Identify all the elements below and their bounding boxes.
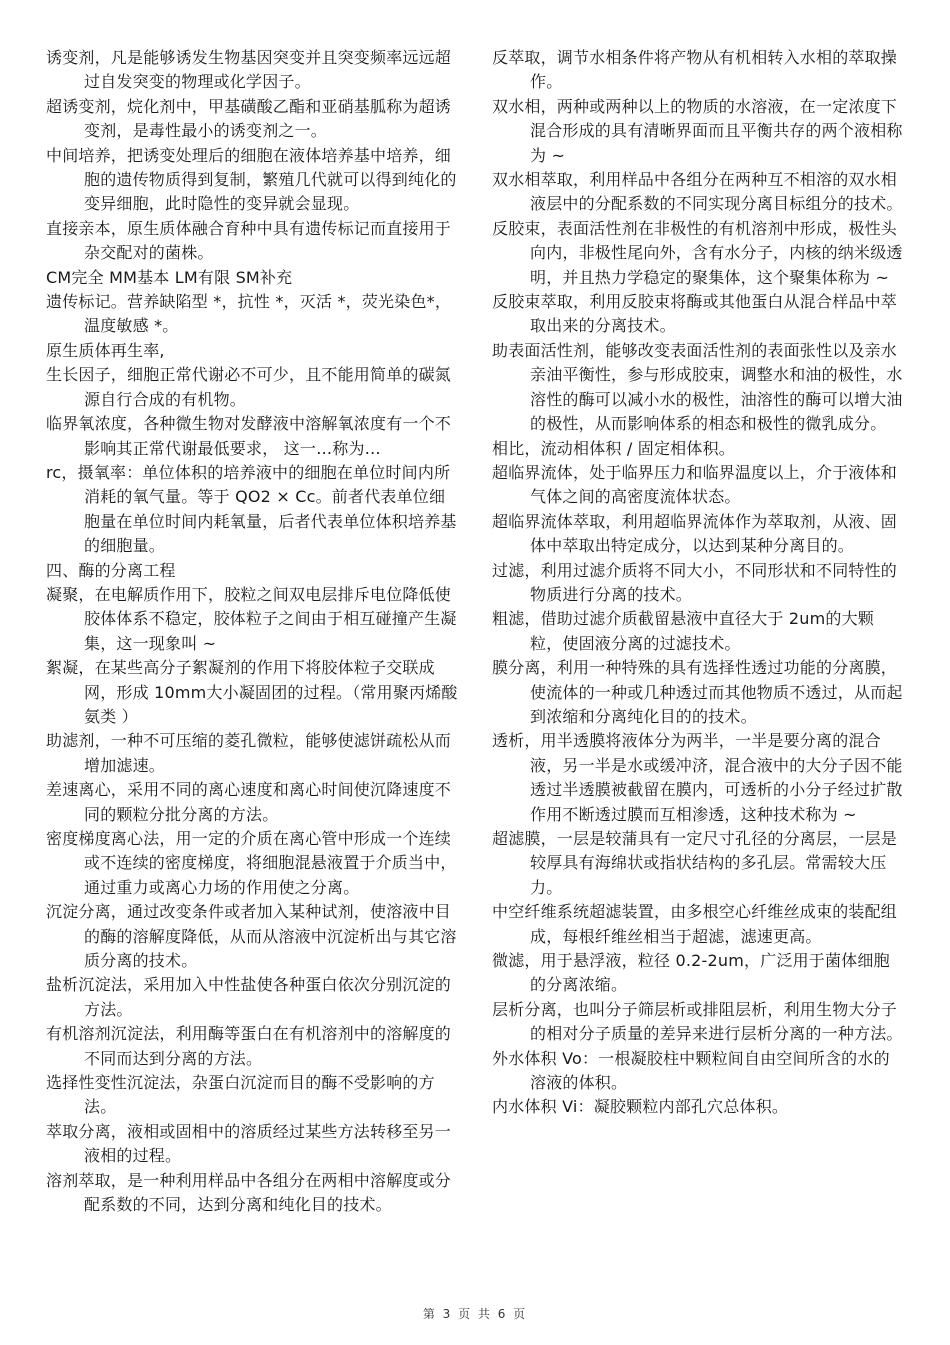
- term-entry: 盐析沉淀法，采用加入中性盐使各种蛋白依次分别沉淀的方法。: [46, 975, 452, 1019]
- term-entry: 遗传标记。营养缺陷型 *，抗性 *，灭活 *，荧光染色*，温度敏感 *。: [46, 292, 452, 336]
- term-entry: 溶剂萃取，是一种利用样品中各组分在两相中溶解度或分配系数的不同，达到分离和纯化目的技术。: [46, 1170, 452, 1215]
- term-entry: 临界氧浓度，各种微生物对发酵液中溶解氧浓度有一个不影响其正常代谢最低要求， 这一…称为…: [46, 414, 452, 458]
- term-entry: 中间培养，把诱变处理后的细胞在液体培养基中培养，细胞的遗传物质得到复制，繁殖几代就可以得到纯化的变异细胞，此时隐性的变异就会显现。: [46, 145, 457, 214]
- term-entry: 选择性变性沉淀法，杂蛋白沉淀而目的酶不受影响的方法。: [46, 1073, 435, 1117]
- term-entry: 双水相，两种或两种以上的物质的水溶液，在一定浓度下混合形成的具有清晰界面而且平衡共存的两个液相称为 ~: [492, 96, 903, 165]
- term-entry: 超临界流体萃取，利用超临界流体作为萃取剂，从液、固体中萃取出特定成分，以达到某种分离目的。: [492, 511, 898, 556]
- term-entry: 絮凝，在某些高分子絮凝剂的作用下将胶体粒子交联成网，形成 10mm大小凝固团的过程。（常用聚丙烯酸氨类 ）: [46, 658, 458, 726]
- term-entry: 直接亲本，原生质体融合育种中具有遗传标记而直接用于杂交配对的菌株。: [46, 218, 452, 263]
- term-entry: 超临界流体，处于临界压力和临界温度以上，介于液体和气体之间的高密度流体状态。: [492, 462, 898, 507]
- term-entry: 生长因子，细胞正常代谢必不可少，且不能用简单的碳氮源自行合成的有机物。: [46, 365, 452, 409]
- term-entry: 助表面活性剂，能够改变表面活性剂的表面张性以及亲水亲油平衡性，参与形成胶束，调整水和油的极性，水溶性的酶可以减小水的极性，油溶性的酶可以增大油的极性，从而影响体系的相态和极性的微乳成分。: [492, 340, 903, 434]
- term-entry: 原生质体再生率,: [46, 340, 165, 360]
- term-entry: 中空纤维系统超滤装置，由多根空心纤维丝成束的装配组成，每根纤维丝相当于超滤，滤速更高。: [492, 902, 898, 946]
- term-entry: 微滤，用于悬浮液，粒径 0.2-2um，广泛用于菌体细胞的分离浓缩。: [492, 951, 890, 995]
- term-entry: 粗滤，借助过滤介质截留悬液中直径大于 2um的大颗粒，使固液分离的过滤技术。: [492, 609, 874, 653]
- right-column: [492, 46, 904, 1120]
- term-entry: 双水相萃取，利用样品中各组分在两种互不相溶的双水相液层中的分配系数的不同实现分离目标组分的技术。: [492, 170, 903, 214]
- term-entry: 膜分离，利用一种特殊的具有选择性透过功能的分离膜，使流体的一种或几种透过而其他物质不透过，从而起到浓缩和分离纯化目的的技术。: [492, 658, 903, 726]
- term-entry: 有机溶剂沉淀法，利用酶等蛋白在有机溶剂中的溶解度的不同而达到分离的方法。: [46, 1024, 452, 1068]
- term-entry: 过滤，利用过滤介质将不同大小，不同形状和不同特性的物质进行分离的技术。: [492, 560, 898, 604]
- term-entry: 凝聚，在电解质作用下，胶粒之间双电层排斥电位降低使胶体体系不稳定，胶体粒子之间由于相互碰撞产生凝集，这一现象叫 ~: [46, 584, 457, 653]
- term-entry: 超滤膜，一层是较蒲具有一定尺寸孔径的分离层，一层是较厚具有海绵状或指状结构的多孔层。常需较大压力。: [492, 829, 898, 897]
- term-entry: 诱变剂，凡是能够诱发生物基因突变并且突变频率远远超过自发突变的物理或化学因子。: [46, 48, 452, 92]
- term-entry: 超诱变剂，烷化剂中，甲基磺酸乙酯和亚硝基胍称为超诱变剂，是毒性最小的诱变剂之一。: [46, 96, 452, 141]
- term-entry: 外水体积 Vo：一根凝胶柱中颗粒间自由空间所含的水的溶液的体积。: [492, 1048, 890, 1093]
- term-entry: 内水体积 Vi：凝胶颗粒内部孔穴总体积。: [492, 1097, 789, 1117]
- term-entry: 助滤剂，一种不可压缩的菱孔微粒，能够使滤饼疏松从而增加滤速。: [46, 731, 452, 775]
- term-entry: 密度梯度离心法，用一定的介质在离心管中形成一个连续或不连续的密度梯度，将细胞混悬液置于介质当中，通过重力或离心力场的作用使之分离。: [46, 829, 457, 897]
- section-heading: 四、酶的分离工程: [46, 560, 176, 580]
- term-entry: 层析分离，也叫分子筛层析或排阻层析，利用生物大分子的相对分子质量的差异来进行层析分离的一种方法。: [492, 999, 903, 1044]
- term-entry: 反胶束，表面活性剂在非极性的有机溶剂中形成，极性头向内，非极性尾向外，含有水分子，内核的纳米级透明，并且热力学稳定的聚集体，这个聚集体称为 ~: [492, 218, 903, 287]
- page-footer: 第 3 页 共 6 页: [422, 1307, 528, 1321]
- term-entry: 差速离心，采用不同的离心速度和离心时间使沉降速度不同的颗粒分批分离的方法。: [46, 780, 452, 824]
- term-entry: 反萃取，调节水相条件将产物从有机相转入水相的萃取操作。: [492, 48, 898, 92]
- term-entry: CM完全 MM基本 LM有限 SM补充: [46, 267, 293, 287]
- left-column: [46, 46, 460, 1218]
- term-entry: rc，摄氧率：单位体积的培养液中的细胞在单位时间内所消耗的氧气量。等于 QO2 × Cc。前者代表单位细胞量在单位时间内耗氧量，后者代表单位体积培养基的细胞量。: [46, 462, 457, 556]
- term-entry: 萃取分离，液相或固相中的溶质经过某些方法转移至另一液相的过程。: [46, 1121, 452, 1166]
- term-entry: 沉淀分离，通过改变条件或者加入某种试剂，使溶液中目的酶的溶解度降低，从而从溶液中沉淀析出与其它溶质分离的技术。: [46, 902, 457, 971]
- term-entry: 相比，流动相体积 / 固定相体积。: [492, 438, 735, 458]
- term-entry: 反胶束萃取，利用反胶束将酶或其他蛋白从混合样品中萃取出来的分离技术。: [492, 292, 898, 336]
- term-entry: 透析，用半透膜将液体分为两半，一半是要分离的混合液，另一半是水或缓冲济，混合液中的大分子因不能透过半透膜被截留在膜内，可透析的小分子经过扩散作用不断透过膜而互相渗透，这种技术称为 ~: [492, 731, 903, 824]
